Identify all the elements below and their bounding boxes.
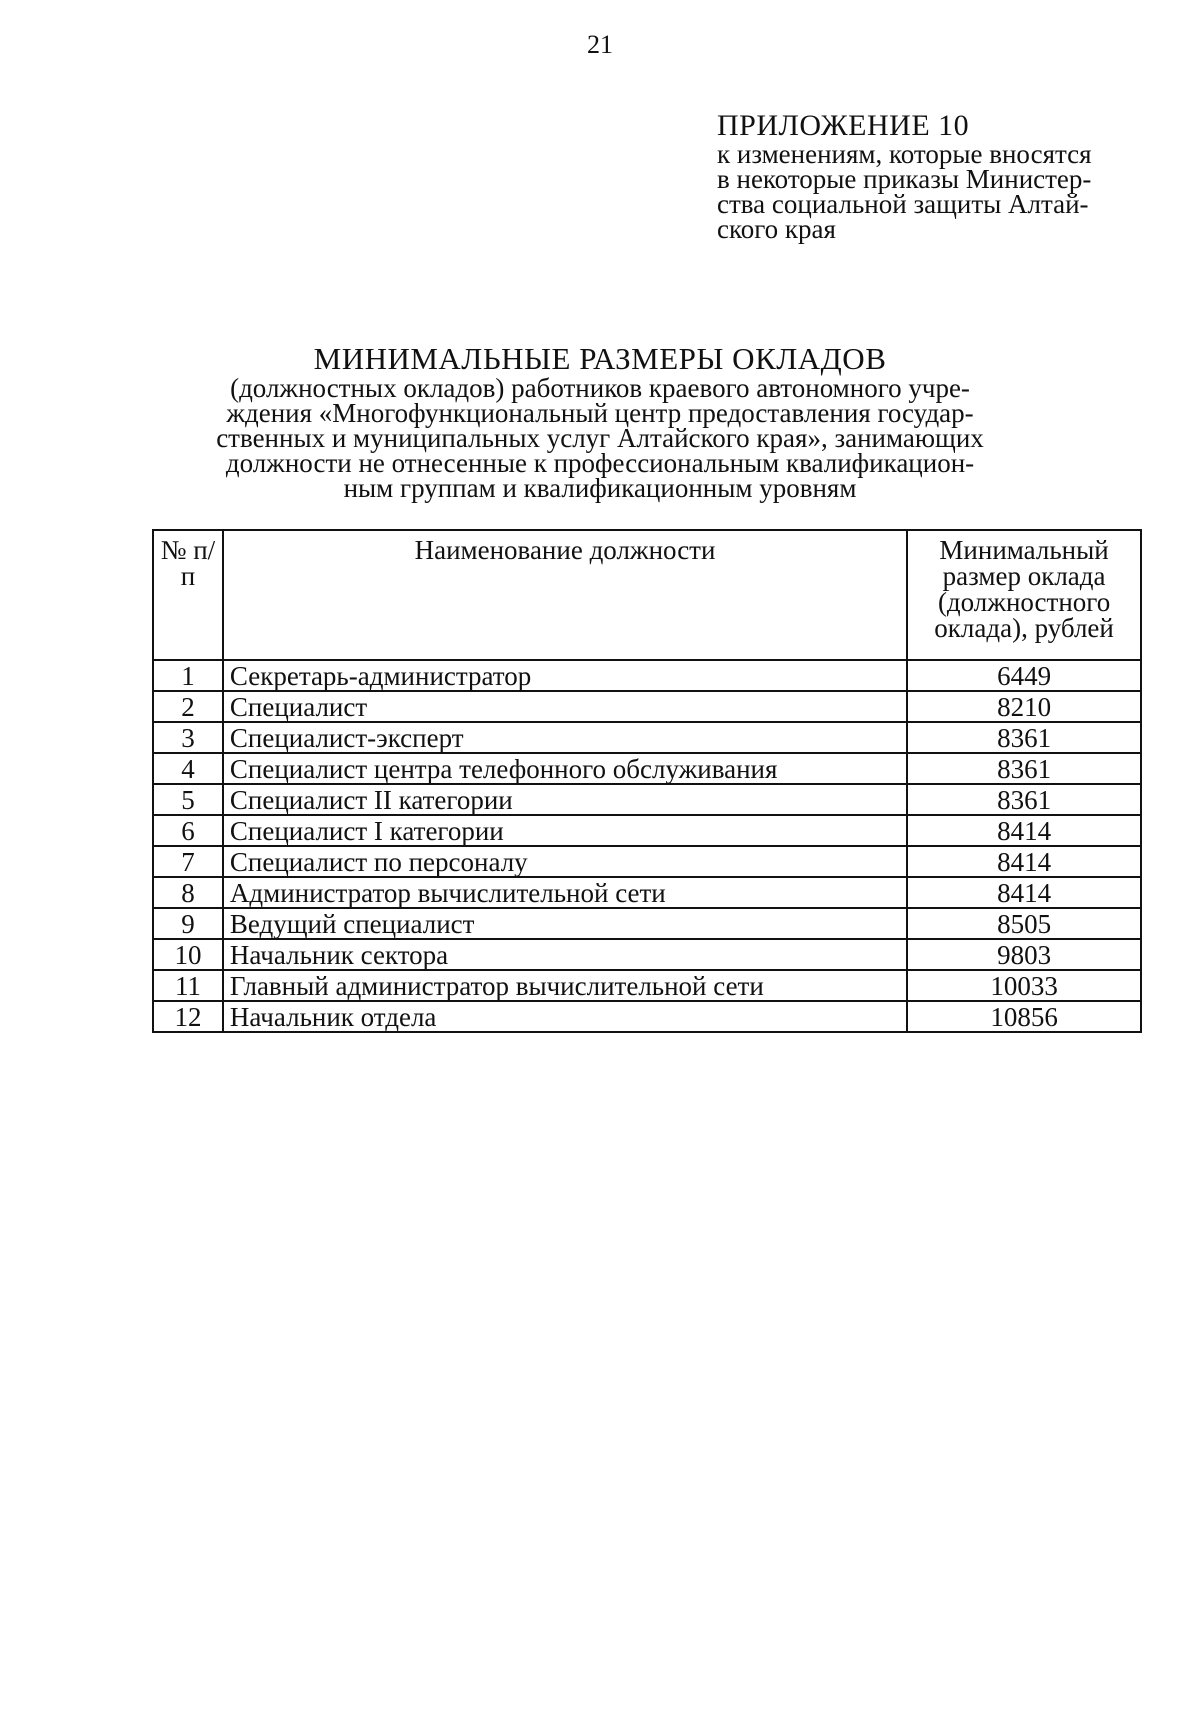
header-name: Наименование должности [223,530,907,660]
row-salary: 9803 [907,939,1141,970]
row-position-name: Специалист [223,691,907,722]
heading-line: ственных и муниципальных услуг Алтайского края», занимающих [216,423,984,453]
appendix-line: ского края [717,214,836,244]
appendix-line: в некоторые приказы Министер- [717,164,1092,194]
table-row [153,660,1141,691]
row-position-name: Специалист II категории [223,784,907,815]
salary-table [152,529,1142,1033]
heading-line: ждения «Многофункциональный центр предоставления государ- [226,398,974,428]
table-row [153,815,1141,846]
table-row [153,939,1141,970]
row-position-name: Администратор вычислительной сети [223,877,907,908]
row-salary: 8361 [907,722,1141,753]
row-salary: 10856 [907,1001,1141,1032]
row-salary: 8210 [907,691,1141,722]
table-row [153,970,1141,1001]
heading-line: ным группам и квалификационным уровням [343,473,857,503]
row-position-name: Специалист-эксперт [223,722,907,753]
row-salary: 8505 [907,908,1141,939]
row-salary: 10033 [907,970,1141,1001]
appendix-line: к изменениям, которые вносятся [717,139,1092,169]
table-header-row [153,530,1141,660]
row-position-name: Главный администратор вычислительной сети [223,970,907,1001]
heading-line: (должностных окладов) работников краевого автономного учре- [230,373,970,403]
row-number: 5 [153,784,223,815]
table-row [153,722,1141,753]
header-salary: Минимальный размер оклада (должностного оклада), рублей [907,530,1141,660]
appendix-line: ства социальной защиты Алтай- [717,189,1089,219]
table-row [153,877,1141,908]
table-row [153,846,1141,877]
row-number: 12 [153,1001,223,1032]
row-number: 9 [153,908,223,939]
row-position-name: Секретарь-администратор [223,660,907,691]
row-position-name: Специалист по персоналу [223,846,907,877]
row-number: 2 [153,691,223,722]
row-position-name: Начальник отдела [223,1001,907,1032]
table-row [153,784,1141,815]
table-row [153,1001,1141,1032]
row-salary: 8414 [907,846,1141,877]
heading-line: должности не отнесенные к профессиональным квалификацион- [225,448,975,478]
table-row [153,753,1141,784]
table-row [153,691,1141,722]
row-number: 1 [153,660,223,691]
table-row [153,908,1141,939]
page-number: 21 [587,30,613,59]
row-position-name: Начальник сектора [223,939,907,970]
row-number: 3 [153,722,223,753]
row-number: 6 [153,815,223,846]
row-number: 10 [153,939,223,970]
row-number: 7 [153,846,223,877]
row-position-name: Ведущий специалист [223,908,907,939]
row-number: 4 [153,753,223,784]
appendix-title: ПРИЛОЖЕНИЕ 10 [717,109,970,142]
document-title: МИНИМАЛЬНЫЕ РАЗМЕРЫ ОКЛАДОВ [313,341,887,376]
row-number: 11 [153,970,223,1001]
row-position-name: Специалист центра телефонного обслуживания [223,753,907,784]
row-salary: 8414 [907,815,1141,846]
row-salary: 8361 [907,753,1141,784]
document-heading [150,341,1050,501]
appendix-block [717,110,1137,242]
row-position-name: Специалист I категории [223,815,907,846]
row-salary: 8414 [907,877,1141,908]
row-salary: 8361 [907,784,1141,815]
row-salary: 6449 [907,660,1141,691]
header-number: № п/п [153,530,223,660]
row-number: 8 [153,877,223,908]
